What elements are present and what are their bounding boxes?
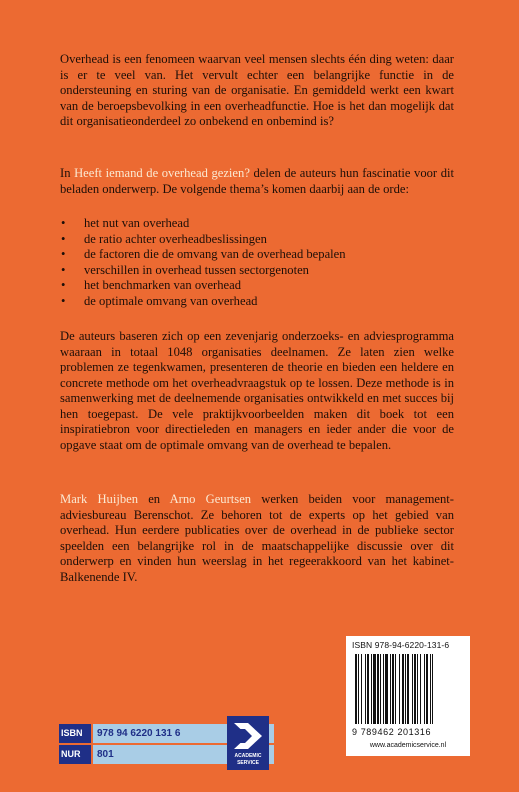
nur-label: NUR <box>59 745 91 764</box>
bullet-icon: • <box>61 278 66 292</box>
theme-text: de optimale omvang van overhead <box>84 293 258 308</box>
list-item <box>60 294 454 310</box>
list-item <box>60 232 454 248</box>
theme-text: de factoren die de omvang van de overhead bepalen <box>84 247 346 261</box>
intro-paragraph: Overhead is een fenomeen waarvan veel mensen slechts één ding weten: daar is er te veel van. Het vervult echter een belangrijke functie in de ondersteuning en sturing van de organisatie. En gemiddeld werkt een kwart van de beroepsbevolking in een overheadfunctie. Hoe is het dan mogelijk dat dit organisatieonderdeel zo onbekend en onbemind is? <box>60 52 454 128</box>
theme-text: verschillen in overhead tussen sectorgenoten <box>84 262 309 277</box>
authors-bio: werken beiden voor management-adviesbureau Berenschot. Ze behoren tot de experts op het gebied van overhead. Hun eerdere publicaties over de overhead in de publieke sector speelden een belangrijke rol in de maatschappelijke discussie over dit onderwerp en vinden hun weerslag in het regeerakkoord van het kabinet-Balkenende IV. <box>60 492 454 584</box>
bullet-icon: • <box>61 293 66 308</box>
authors-paragraph <box>60 492 454 585</box>
publisher-url: www.academicservice.nl <box>369 742 447 749</box>
barcode-digits: 9 789462 201316 <box>352 727 432 737</box>
theme-text: de ratio achter overheadbeslissingen <box>84 231 267 246</box>
publisher-name-line2: SERVICE <box>237 760 259 766</box>
authors-conjunction: en <box>138 492 170 506</box>
nur-value: 801 <box>93 745 274 764</box>
book-title: Heeft iemand de overhead gezien? <box>74 166 250 180</box>
list-item <box>60 263 454 279</box>
bullet-icon: • <box>61 247 66 261</box>
barcode-isbn-label: ISBN 978-94-6220-131-6 <box>352 640 450 650</box>
author-name-1: Mark Huijben <box>60 492 139 506</box>
list-item <box>60 278 454 294</box>
barcode-icon <box>354 654 462 724</box>
isbn-value: 978 94 6220 131 6 <box>93 724 274 743</box>
bullet-icon: • <box>61 216 66 230</box>
author-name-2: Arno Geurtsen <box>169 492 252 506</box>
book-intro-paragraph <box>60 166 454 197</box>
theme-text: het nut van overhead <box>84 216 190 230</box>
book-intro-prefix: In <box>60 166 75 180</box>
bullet-icon: • <box>61 262 66 277</box>
list-item <box>60 247 454 263</box>
themes-list <box>60 216 454 309</box>
research-paragraph: De auteurs baseren zich op een zevenjarig onderzoeks- en adviesprogramma waaraan in totaal 1048 organisaties deelnamen. Ze laten zien welke problemen ze tegenkwamen, presenteren de theorie en bieden een heldere en concrete methode om het overheadvraagstuk op te lossen. Deze methode is in samenwerking met de deelnemende organisaties ontwikkeld en met succes bij hen toegepast. De vele praktijkvoorbeelden maken dit boek tot een inspiratiebron voor directieleden en managers en ieder ander die voor de opgave staat om de optimale omvang van de overhead te bepalen. <box>60 329 454 452</box>
list-item <box>60 216 454 232</box>
barcode-panel <box>346 636 470 756</box>
publisher-logo <box>227 716 269 770</box>
publisher-name-line1: ACADEMIC <box>234 753 262 759</box>
bullet-icon: • <box>61 231 66 246</box>
theme-text: het benchmarken van overhead <box>84 278 241 292</box>
book-intro-suffix: delen de auteurs hun fascinatie voor dit beladen onderwerp. De volgende thema’s komen daarbij aan de orde: <box>60 166 455 196</box>
chevron-arrow-icon <box>231 720 265 752</box>
isbn-label: ISBN <box>59 724 91 743</box>
